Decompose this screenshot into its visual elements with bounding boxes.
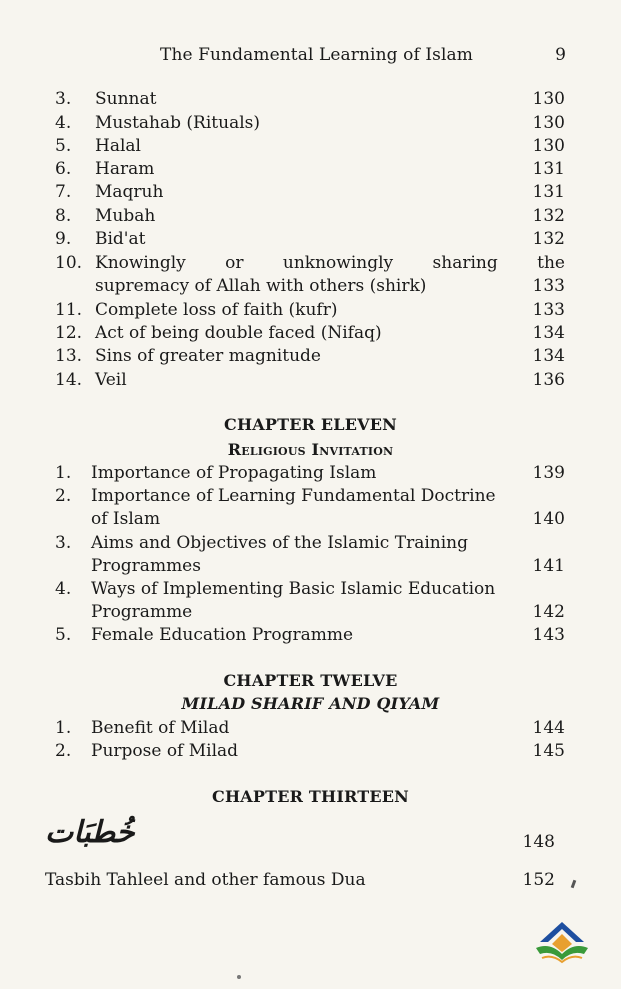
entry-page: 130 — [532, 113, 565, 133]
entry-number: 8. — [55, 206, 72, 226]
entry-number: 1. — [55, 463, 72, 483]
entry-title-line2: supremacy of Allah with others (shirk) — [95, 276, 427, 296]
page-number: 9 — [555, 45, 566, 65]
toc-entry-line1 — [55, 577, 565, 601]
chapter-heading: CHAPTER ELEVEN — [224, 415, 397, 434]
entry-page: 132 — [532, 229, 565, 249]
toc-entry — [55, 298, 565, 322]
toc-entry-line1 — [55, 531, 565, 555]
toc-entry — [55, 461, 565, 485]
toc-entry-line2 — [55, 274, 565, 298]
entry-page: 130 — [532, 89, 565, 109]
entry-number: 13. — [55, 346, 83, 366]
toc-entry-line2 — [55, 600, 565, 624]
entry-number: 4. — [55, 579, 72, 599]
entry-number: 4. — [55, 113, 72, 133]
entry-number: 6. — [55, 159, 72, 179]
toc-entry — [55, 157, 565, 181]
entry-page: 130 — [532, 136, 565, 156]
entry-title: Mubah — [95, 206, 156, 226]
publisher-logo-icon — [532, 920, 592, 964]
running-header — [160, 45, 576, 65]
entry-title-line2: of Islam — [91, 509, 161, 529]
entry-page: 139 — [532, 463, 565, 483]
chapter-subheading: MILAD SHARIF AND QIYAM — [181, 694, 440, 713]
entry-page: 142 — [532, 602, 565, 622]
arabic-heading: خُطبَات — [45, 815, 135, 850]
entry-page: 152 — [522, 870, 555, 890]
entry-number: 11. — [55, 300, 83, 320]
entry-title: Female Education Programme — [91, 625, 354, 645]
entry-page: 134 — [532, 346, 565, 366]
entry-page: 133 — [532, 276, 565, 296]
toc-entry — [55, 111, 565, 135]
entry-title: Benefit of Milad — [91, 718, 230, 738]
entry-page: 148 — [522, 832, 555, 852]
toc-entry — [55, 87, 565, 111]
entry-number: 5. — [55, 625, 72, 645]
entry-number: 3. — [55, 89, 72, 109]
toc-entry — [45, 868, 555, 892]
entry-number: 3. — [55, 533, 72, 553]
entry-title: Haram — [95, 159, 155, 179]
entry-title-line2: Programme — [91, 602, 193, 622]
entry-page: 132 — [532, 206, 565, 226]
entry-page: 145 — [532, 741, 565, 761]
word: Knowingly — [95, 253, 186, 273]
entry-page: 131 — [532, 159, 565, 179]
ink-mark — [571, 880, 577, 889]
entry-title: Halal — [95, 136, 141, 156]
entry-number: 7. — [55, 182, 72, 202]
running-title: The Fundamental Learning of Islam — [160, 45, 473, 65]
toc-entry — [55, 204, 565, 228]
entry-title: Sunnat — [95, 89, 157, 109]
entry-page: 133 — [532, 300, 565, 320]
entry-title-line2: Programmes — [91, 556, 201, 576]
entry-page: 131 — [532, 182, 565, 202]
entry-title: Tasbih Tahleel and other famous Dua — [45, 870, 366, 890]
entry-number: 2. — [55, 741, 72, 761]
toc-entry-line2 — [55, 554, 565, 578]
entry-title-line1: Ways of Implementing Basic Islamic Education — [91, 579, 496, 599]
word: sharing — [432, 253, 498, 273]
chapter-heading: CHAPTER THIRTEEN — [212, 787, 409, 806]
entry-page: 140 — [532, 509, 565, 529]
toc-entry — [55, 344, 565, 368]
toc-entry — [55, 623, 565, 647]
toc-entry-line1 — [55, 251, 565, 275]
toc-entry — [55, 227, 565, 251]
toc-entry — [55, 321, 565, 345]
entry-title: Bid'at — [95, 229, 146, 249]
entry-page: 141 — [532, 556, 565, 576]
entry-title: Mustahab (Rituals) — [95, 113, 260, 133]
entry-number: 9. — [55, 229, 72, 249]
entry-page: 136 — [532, 370, 565, 390]
word: or — [225, 253, 244, 273]
entry-number: 2. — [55, 486, 72, 506]
toc-entry — [55, 134, 565, 158]
entry-title: Act of being double faced (Nifaq) — [95, 323, 382, 343]
entry-title: Purpose of Milad — [91, 741, 239, 761]
word: unknowingly — [282, 253, 394, 273]
entry-title: Importance of Propagating Islam — [91, 463, 377, 483]
entry-number: 14. — [55, 370, 83, 390]
entry-number: 10. — [55, 253, 83, 273]
entry-page: 144 — [532, 718, 565, 738]
entry-title: Complete loss of faith (kufr) — [95, 300, 338, 320]
entry-title: Veil — [95, 370, 127, 390]
entry-title: Maqruh — [95, 182, 164, 202]
ink-dot — [237, 975, 241, 979]
entry-number: 1. — [55, 718, 72, 738]
chapter-subheading: Religious Invitation — [227, 440, 394, 459]
entry-title-line1 — [95, 251, 565, 275]
entry-number: 5. — [55, 136, 72, 156]
toc-entry-line2 — [55, 507, 565, 531]
toc-entry — [55, 739, 565, 763]
entry-page: 143 — [532, 625, 565, 645]
toc-entry — [55, 716, 565, 740]
chapter-heading: CHAPTER TWELVE — [223, 671, 398, 690]
entry-title: Sins of greater magnitude — [95, 346, 321, 366]
entry-title-line1: Importance of Learning Fundamental Doctrine — [91, 486, 496, 506]
entry-page: 134 — [532, 323, 565, 343]
entry-number: 12. — [55, 323, 83, 343]
toc-entry — [55, 180, 565, 204]
entry-title-line1: Aims and Objectives of the Islamic Training — [91, 533, 468, 553]
word: the — [537, 253, 565, 273]
toc-entry-line1 — [55, 484, 565, 508]
toc-entry — [55, 368, 565, 392]
